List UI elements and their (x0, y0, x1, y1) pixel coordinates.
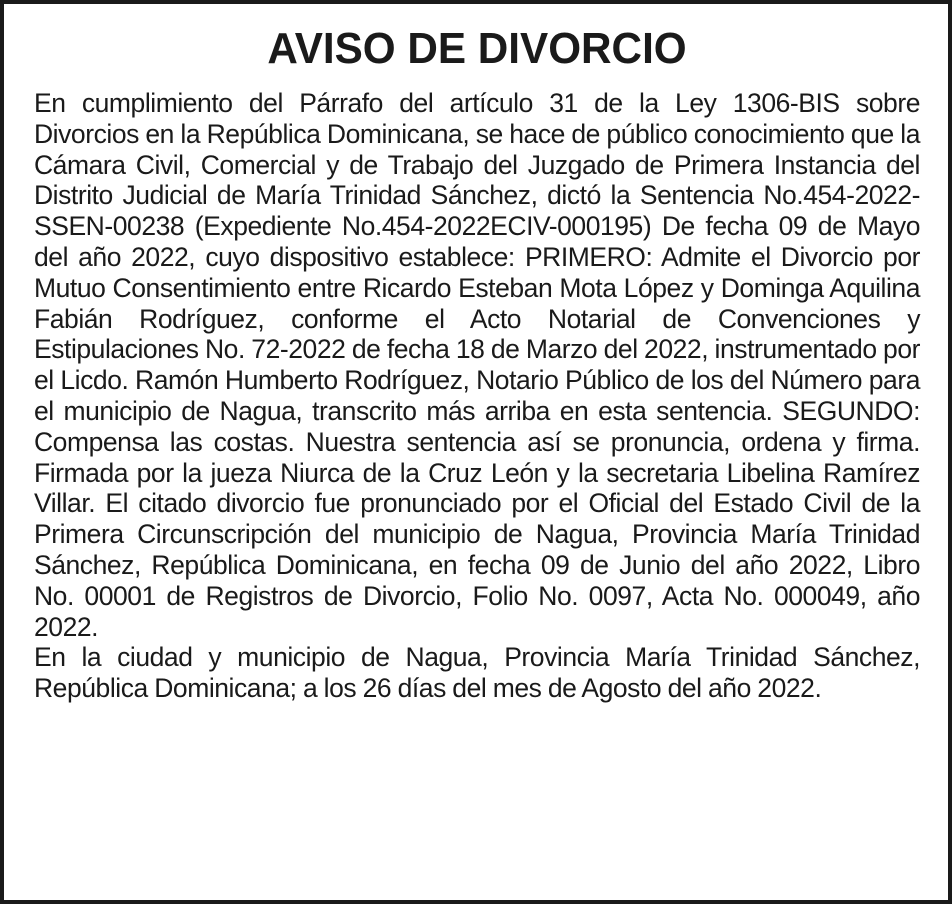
notice-body: En cumplimiento del Párrafo del artículo 31 de la Ley 1306-BIS sobre Divorcios en la República Dominicana, se hace de público conocimiento que la Cámara Civil, Comercial y de Trabajo del Juzgado de Primera Instancia del Distrito Judicial de María Trinidad Sánchez, dictó la Sentencia No.454-2022-SSEN-00238 (Expediente No.454-2022ECIV-000195) De fecha 09 de Mayo del año 2022, cuyo dispositivo establece: PRIMERO: Admite el Divorcio por Mutuo Consentimiento entre Ricardo Esteban Mota López y Dominga Aquilina Fabián Rodríguez, conforme el Acto Notarial de Convenciones y Estipulaciones No. 72-2022 de fecha 18 de Marzo del 2022, instrumentado por el Licdo. Ramón Humberto Rodríguez, Notario Público de los del Número para el municipio de Nagua, transcrito más arriba en esta sentencia. SEGUNDO: Compensa las costas. Nuestra sentencia así se pronuncia, ordena y firma. Firmada por la jueza Niurca de la Cruz León y la secretaria Libelina Ramírez Villar. El citado divorcio fue pronunciado por el Oficial del Estado Civil de la Primera Circunscripción del municipio de Nagua, Provincia María Trinidad Sánchez, República Dominicana, en fecha 09 de Junio del año 2022, Libro No. 00001 de Registros de Divorcio, Folio No. 0097, Acta No. 000049, año 2022. (34, 88, 920, 642)
notice-closing: En la ciudad y municipio de Nagua, Provincia María Trinidad Sánchez, República Dominicana; a los 26 días del mes de Agosto del año 2022. (34, 642, 920, 704)
notice-title: AVISO DE DIVORCIO (267, 24, 687, 73)
